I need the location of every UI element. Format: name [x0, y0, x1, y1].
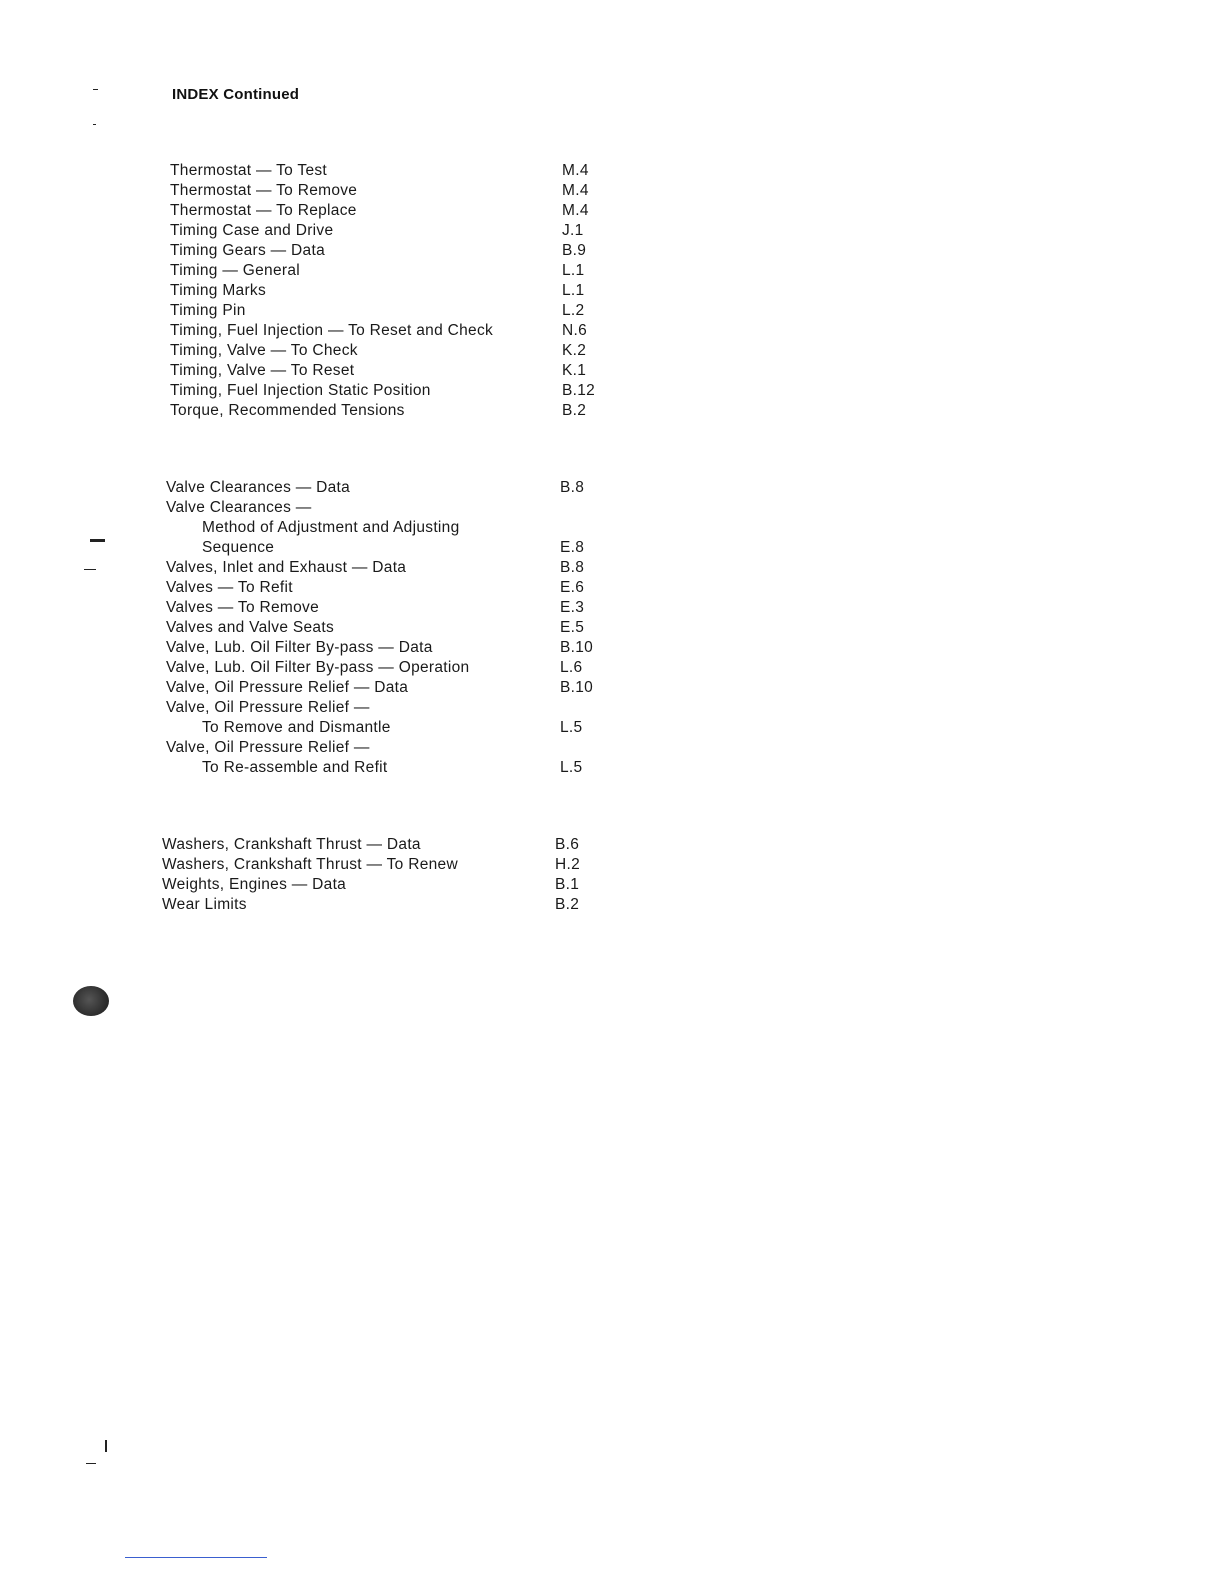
entry-page: L.5 [560, 759, 583, 776]
scan-mark [93, 89, 98, 90]
entry-page: B.10 [560, 639, 594, 656]
entry-page: K.1 [562, 362, 587, 379]
entry-label: Timing, Fuel Injection Static Position [170, 382, 431, 399]
entry-page: L.2 [562, 302, 585, 319]
entry-page: H.2 [555, 856, 581, 873]
scan-mark [105, 1440, 107, 1452]
entry-label: Valve, Lub. Oil Filter By-pass — Data [166, 639, 433, 656]
entry-page: K.2 [562, 342, 587, 359]
entry-page: M.4 [562, 182, 589, 199]
entry-page: L.5 [560, 719, 583, 736]
entry-page: B.6 [555, 836, 580, 853]
entry-label: Valves — To Refit [166, 579, 293, 596]
entry-label: Valve Clearances — [166, 499, 312, 516]
entry-page: M.4 [562, 162, 589, 179]
entry-label: Timing Pin [170, 302, 246, 319]
entry-page: E.5 [560, 619, 585, 636]
entry-page: B.1 [555, 876, 580, 893]
scan-mark [84, 569, 96, 570]
entry-label: Method of Adjustment and Adjusting [202, 519, 460, 536]
entry-label: Torque, Recommended Tensions [170, 402, 405, 419]
index-title: INDEX Continued [172, 86, 300, 103]
entry-page: E.8 [560, 539, 585, 556]
entry-page: J.1 [562, 222, 584, 239]
scan-mark [93, 124, 96, 125]
entry-label: Timing, Valve — To Check [170, 342, 358, 359]
entry-label: To Re-assemble and Refit [202, 759, 388, 776]
entry-page: L.1 [562, 262, 585, 279]
entry-page: B.9 [562, 242, 587, 259]
entry-label: Timing — General [170, 262, 300, 279]
scan-mark [86, 1463, 96, 1464]
entry-label: Thermostat — To Remove [170, 182, 358, 199]
entry-page: L.6 [560, 659, 583, 676]
entry-page: N.6 [562, 322, 588, 339]
entry-page: M.4 [562, 202, 589, 219]
entry-label: Valve, Oil Pressure Relief — [166, 699, 370, 716]
entry-label: Valves and Valve Seats [166, 619, 335, 636]
entry-label: Valves, Inlet and Exhaust — Data [166, 559, 407, 576]
entry-label: Valve, Oil Pressure Relief — [166, 739, 370, 756]
entry-page: B.12 [562, 382, 596, 399]
entry-label: Valves — To Remove [166, 599, 319, 616]
entry-page: B.8 [560, 559, 585, 576]
entry-label: Washers, Crankshaft Thrust — Data [162, 836, 421, 853]
entry-label: Valve Clearances — Data [166, 479, 351, 496]
entry-label: Timing, Fuel Injection — To Reset and Check [170, 322, 494, 339]
entry-page: B.2 [555, 896, 580, 913]
entry-label: Wear Limits [162, 896, 247, 913]
entry-label: To Remove and Dismantle [202, 719, 391, 736]
entry-page: B.2 [562, 402, 587, 419]
scan-blot [73, 986, 109, 1016]
entry-label: Washers, Crankshaft Thrust — To Renew [162, 856, 458, 873]
entry-label: Valve, Lub. Oil Filter By-pass — Operation [166, 659, 470, 676]
scan-mark [90, 539, 105, 542]
entry-label: Sequence [202, 539, 275, 556]
entry-label: Timing Case and Drive [170, 222, 334, 239]
entry-label: Weights, Engines — Data [162, 876, 347, 893]
entry-page: E.3 [560, 599, 585, 616]
entry-label: Timing, Valve — To Reset [170, 362, 355, 379]
entry-page: B.10 [560, 679, 594, 696]
entry-page: L.1 [562, 282, 585, 299]
entry-label: Thermostat — To Replace [170, 202, 357, 219]
entry-label: Valve, Oil Pressure Relief — Data [166, 679, 409, 696]
entry-label: Timing Marks [170, 282, 267, 299]
entry-page: B.8 [560, 479, 585, 496]
entry-label: Timing Gears — Data [170, 242, 326, 259]
footer-rule [125, 1557, 267, 1558]
entry-page: E.6 [560, 579, 585, 596]
entry-label: Thermostat — To Test [170, 162, 328, 179]
